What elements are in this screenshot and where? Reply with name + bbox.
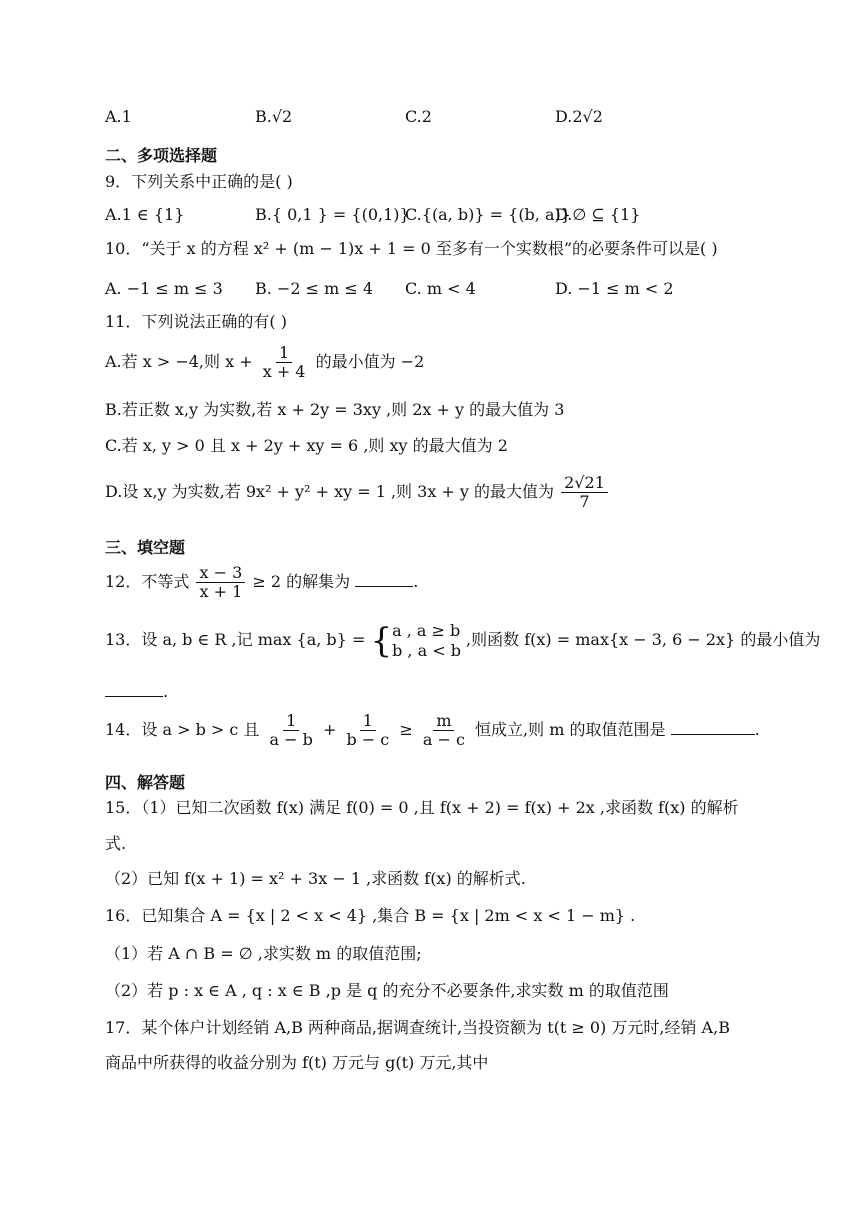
q17-line-1: 17．某个体户计划经销 A,B 两种商品,据调查统计,当投资额为 t(t ≥ 0) 万元时,经销 A,B [105,1018,730,1037]
q14-fraction-1 [267,712,316,749]
q10-option-a: A. −1 ≤ m ≤ 3 [105,279,223,298]
q12-suffix: ≥ 2 的解集为 [252,572,351,591]
q14-suffix: 恒成立,则 m 的取值范围是 [475,720,666,739]
q12-fraction [196,564,245,601]
q9-option-a: A.1 ∈ {1} [105,205,185,224]
q11-d-numerator: 2√21 [561,474,608,493]
q12-answer-blank [355,570,413,587]
section-heading-fill-in: 三、填空题 [105,538,186,557]
q12 [105,562,418,602]
q14-geq: ≥ [399,720,413,739]
q13-case-1: a , a ≥ b [392,620,461,640]
q8-option-b: B.√2 [255,107,293,126]
q15-line-2: 式. [105,834,127,853]
q12-numerator: x − 3 [196,564,245,583]
q11-a-suffix: 的最小值为 −2 [315,352,425,371]
section-heading-solutions: 四、解答题 [105,773,186,792]
q16-line-2: （1）若 A ∩ B = ∅ ,求实数 m 的取值范围; [105,944,422,963]
q13-cases [392,621,461,661]
q8-option-a: A.1 [105,107,132,126]
q10-stem: 10．“关于 x 的方程 x² + (m − 1)x + 1 = 0 至多有一个实数根”的必要条件可以是( ) [105,239,718,258]
q16-line-1: 16．已知集合 A = {x | 2 < x < 4} ,集合 B = {x | 2m < x < 1 − m} . [105,906,636,925]
q11-d-denominator: 7 [579,492,590,511]
q14-plus: + [322,720,337,739]
q11-option-b: B.若正数 x,y 为实数,若 x + 2y = 3xy ,则 2x + y 的最大值为 3 [105,400,565,419]
q11-a-fraction [260,344,309,381]
q16-line-3: （2）若 p : x ∈ A , q : x ∈ B ,p 是 q 的充分不必要条件,求实数 m 的取值范围 [105,981,669,1000]
q13-answer-line [105,680,168,703]
q13 [105,618,820,662]
q14-end: . [754,720,760,739]
q12-end: . [413,572,419,591]
q11-option-a [105,342,424,382]
q11-stem: 11．下列说法正确的有( ) [105,312,287,331]
q11-d-fraction [561,474,608,511]
q8-option-d: D.2√2 [555,107,603,126]
q13-prefix: 13．设 a, b ∈ R ,记 max {a, b} = [105,630,366,649]
q13-end: . [163,682,169,701]
q14-f2-denominator: b − c [346,730,390,749]
q17-line-2: 商品中所获得的收益分别为 f(t) 万元与 g(t) 万元,其中 [105,1053,489,1072]
q14-fraction-3 [420,712,468,749]
q10-option-c: C. m < 4 [405,279,476,298]
q15-line-1: 15．（1）已知二次函数 f(x) 满足 f(0) = 0 ,且 f(x + 2) = f(x) + 2x ,求函数 f(x) 的解析 [105,798,739,817]
q8-option-c: C.2 [405,107,432,126]
q14 [105,710,760,750]
q14-answer-blank [671,718,755,735]
q12-prefix: 12．不等式 [105,572,190,591]
q11-d-prefix: D.设 x,y 为实数,若 9x² + y² + xy = 1 ,则 3x + y 的最大值为 [105,482,555,501]
q14-f2-numerator: 1 [360,712,376,731]
q13-case-2: b , a < b [392,640,461,660]
q9-stem: 9．下列关系中正确的是( ) [105,172,293,191]
q9-option-d: D.∅ ⊆ {1} [555,205,641,224]
q13-brace: { [370,620,393,661]
q10-option-d: D. −1 ≤ m < 2 [555,279,674,298]
q13-suffix: ,则函数 f(x) = max{x − 3, 6 − 2x} 的最小值为 [466,630,821,649]
q14-f3-numerator: m [433,712,454,731]
section-heading-multiple-choice: 二、多项选择题 [105,146,218,165]
q14-fraction-2 [343,712,392,749]
q14-f1-numerator: 1 [283,712,299,731]
q11-option-d [105,472,610,512]
q9-option-b: B.{ 0,1 } = {(0,1)} [255,205,410,224]
q11-option-c: C.若 x, y > 0 且 x + 2y + xy = 6 ,则 xy 的最大值为 2 [105,436,508,455]
q12-denominator: x + 1 [199,582,243,601]
q9-option-c: C.{(a, b)} = {(b, a)} [405,205,571,224]
q14-prefix: 14．设 a > b > c 且 [105,720,260,739]
q11-a-denominator: x + 4 [262,362,306,381]
q15-line-3: （2）已知 f(x + 1) = x² + 3x − 1 ,求函数 f(x) 的解析式. [105,869,526,888]
q11-a-numerator: 1 [276,344,292,363]
q13-piecewise [370,621,461,661]
q14-f1-denominator: a − b [269,730,313,749]
q13-answer-blank [105,680,163,697]
q14-f3-denominator: a − c [422,730,465,749]
q10-option-b: B. −2 ≤ m ≤ 4 [255,279,374,298]
q11-a-prefix: A.若 x > −4,则 x + [105,352,253,371]
